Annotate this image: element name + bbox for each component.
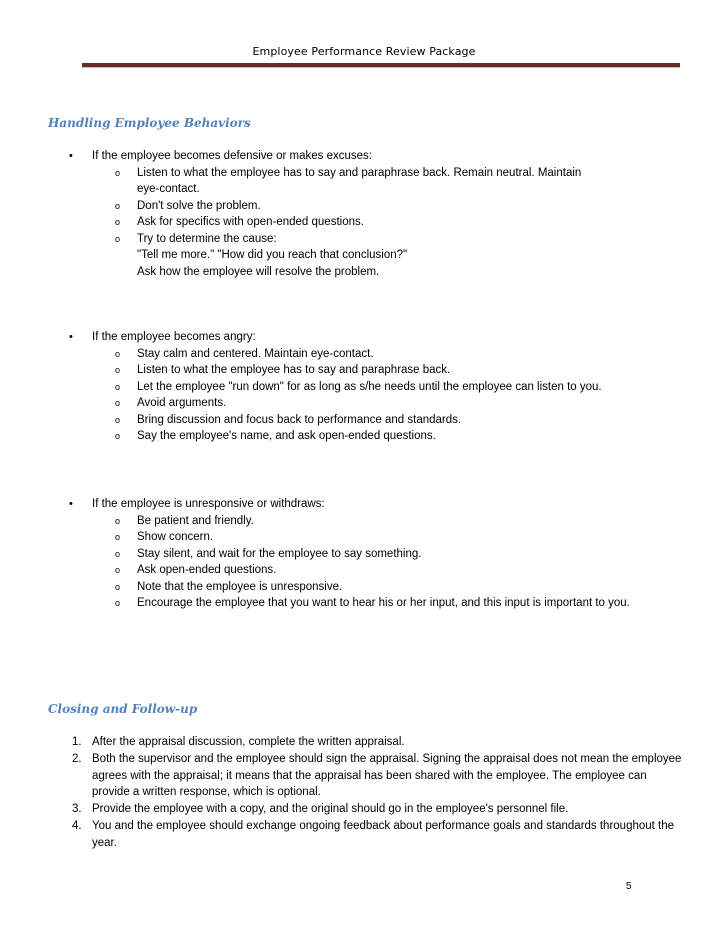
list-item-text: Both the supervisor and the employee should sign the appraisal. Signing the appraisal does not mean the employee agrees with the appraisal; it means that the appraisal has been shared with the employee. The employee can provide a written response, which is optional. [92, 752, 682, 799]
list-item-text: Listen to what the employee has to say and paraphrase back. Remain neutral. Maintain eye-contact. [137, 166, 582, 195]
list-item [0, 362, 728, 379]
sub-bullet: o [115, 233, 121, 244]
list-item [0, 214, 728, 231]
list-item [0, 529, 728, 546]
list-item-text: Say the employee's name, and ask open-ended questions. [137, 430, 436, 442]
header-divider [82, 63, 680, 68]
sub-bullet: o [115, 381, 121, 392]
list-item-text: Show concern. [137, 531, 214, 543]
bullet-dot: • [69, 498, 73, 510]
list-item-text: Provide the employee with a copy, and the original should go in the employee's personnel file. [92, 803, 569, 816]
list-item-text: Ask open-ended questions. [137, 564, 277, 576]
list-item-text: After the appraisal discussion, complete the written appraisal. [92, 736, 405, 748]
list-item [0, 231, 728, 281]
sub-list [0, 346, 728, 445]
section-heading-handling: Handling Employee Behaviors [48, 116, 251, 130]
list-item [0, 165, 728, 198]
list-item [0, 562, 728, 579]
sub-bullet: o [115, 598, 121, 608]
sub-list [0, 165, 728, 281]
list-item [0, 395, 728, 412]
list-item-text: Avoid arguments. [137, 397, 227, 409]
list-item [0, 412, 728, 429]
list-item-text: Stay silent, and wait for the employee to say something. [137, 547, 422, 560]
sub-bullet: o [115, 398, 121, 408]
bullet-dot: • [69, 331, 73, 343]
list-item [0, 801, 728, 818]
list-item [0, 595, 728, 612]
list-item [0, 579, 728, 596]
list-item [0, 818, 728, 852]
list-item [0, 379, 728, 396]
sub-bullet: o [115, 365, 121, 375]
list-item [0, 734, 728, 751]
list-item-text: Don't solve the problem. [137, 199, 261, 212]
sub-bullet: o [115, 431, 121, 441]
numbered-list [0, 734, 728, 852]
sub-bullet: o [115, 515, 121, 526]
bullet-dot: • [69, 150, 73, 162]
list-item-text: Try to determine the cause: "Tell me more." "How did you reach that conclusion?" Ask how the employee will resolve the problem. [137, 232, 408, 278]
page-header-title: Employee Performance Review Package [252, 45, 476, 58]
sub-bullet: o [115, 548, 121, 559]
sub-bullet: o [115, 581, 121, 592]
section-heading-closing: Closing and Follow-up [48, 702, 198, 716]
sub-bullet: o [115, 217, 121, 227]
bullet-label: If the employee is unresponsive or withdraws: [92, 498, 325, 510]
list-item-text: Bring discussion and focus back to performance and standards. [137, 413, 462, 426]
list-item [0, 428, 728, 445]
list-item-text: Note that the employee is unresponsive. [137, 580, 343, 593]
list-item [0, 198, 728, 215]
list-number: 1. [72, 736, 82, 748]
sub-bullet: o [115, 167, 121, 178]
list-item-text: Let the employee "run down" for as long as s/he needs until the employee can listen to you. [137, 380, 602, 393]
sub-bullet: o [115, 200, 121, 211]
page-number: 5 [626, 881, 632, 892]
list-number: 3. [72, 803, 82, 816]
list-item-text: You and the employee should exchange ongoing feedback about performance goals and standards throughout the year. [92, 819, 675, 849]
list-item [0, 546, 728, 563]
list-number: 2. [72, 752, 82, 765]
sub-bullet: o [115, 565, 121, 575]
list-item-text: Listen to what the employee has to say and paraphrase back. [137, 364, 451, 376]
sub-bullet: o [115, 532, 121, 542]
bullet-label: If the employee becomes defensive or makes excuses: [92, 150, 372, 162]
list-item [0, 346, 728, 363]
sub-list [0, 513, 728, 612]
bullet-label: If the employee becomes angry: [92, 331, 256, 343]
list-item-text: Be patient and friendly. [137, 514, 254, 527]
list-item [0, 513, 728, 530]
list-item-text: Stay calm and centered. Maintain eye-contact. [137, 347, 374, 360]
list-item [0, 751, 728, 801]
list-item-text: Encourage the employee that you want to hear his or her input, and this input is important to you. [137, 597, 630, 609]
list-number: 4. [72, 819, 82, 832]
sub-bullet: o [115, 414, 121, 425]
list-item-text: Ask for specifics with open-ended questions. [137, 216, 364, 228]
sub-bullet: o [115, 348, 121, 359]
